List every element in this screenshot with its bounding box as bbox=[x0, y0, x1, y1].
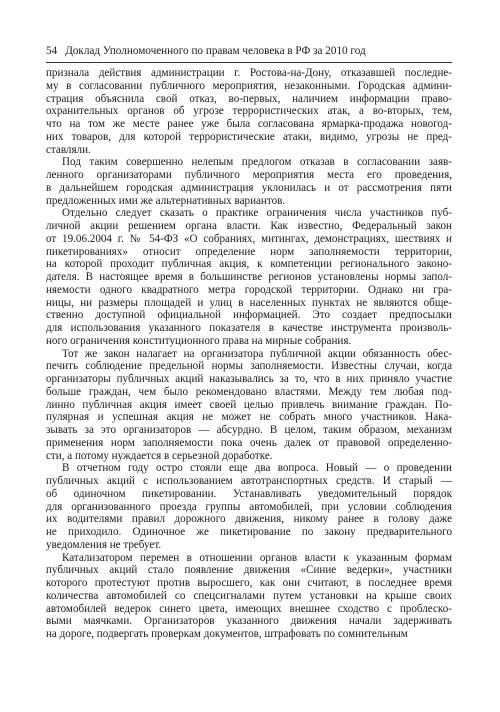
text-line: ленного организаторами публичного мероприятия места его проведения, bbox=[46, 169, 452, 181]
text-line: от 19.06.2004 г. № 54-ФЗ «О собраниях, митингах, демонстрациях, шествиях и bbox=[46, 232, 452, 245]
text-line: В отчетном году остро стояли еще два вопроса. Новый — о проведении bbox=[62, 462, 452, 475]
text-line: выми маячками. Организаторов указанного движения начали задерживать bbox=[46, 615, 452, 628]
text-line: дателя. В настоящее время в большинстве регионов установлены нормы запол- bbox=[46, 271, 452, 283]
running-title: Доклад Уполномоченного по правам человека в РФ за 2010 год bbox=[65, 45, 366, 57]
text-line: личной акции решением органа власти. Как известно, Федеральный закон bbox=[46, 220, 452, 232]
paragraph bbox=[46, 552, 452, 641]
text-line: Отдельно следует сказать о практике ограничения числа участников пуб- bbox=[62, 207, 452, 220]
text-line: уведомления не требует. bbox=[46, 538, 162, 551]
text-line: сти, а потому нуждается в серьезной доработке. bbox=[46, 449, 273, 462]
page-number: 54 bbox=[46, 45, 58, 57]
text-line: применения норм заполняемости пока очень далек от правовой определенно- bbox=[46, 436, 452, 449]
text-line: которого протестуют против выросшего, как они считают, в последнее время bbox=[46, 577, 452, 589]
text-line: пикетированиях» относит определение норм заполняемости территории, bbox=[46, 245, 452, 258]
paragraph bbox=[46, 348, 452, 463]
text-line: Тот же закон налагает на организатора публичной акции обязанность обес- bbox=[62, 347, 452, 360]
text-line: на которой проходит публичная акция, к компетенции регионального законо- bbox=[46, 258, 452, 271]
text-line: Под таким совершенно нелепым предлогом отказав в согласовании заяв- bbox=[62, 156, 452, 169]
paragraph bbox=[46, 67, 452, 156]
header-rule bbox=[46, 62, 452, 63]
text-line: признала действия администрации г. Ростова-на-Дону, отказавшей последне- bbox=[46, 67, 452, 79]
text-line: количества автомобилей со спецсигналами путем установки на крыше своих bbox=[46, 589, 452, 602]
text-line: зывать за это организаторов — абсурдно. В целом, таким образом, механизм bbox=[46, 424, 452, 436]
text-line: ственно доступной официальной информацией. Это создает предпосылки bbox=[46, 309, 452, 322]
text-line: для использования указанного показателя в качестве инструмента произволь- bbox=[46, 322, 452, 334]
paragraph bbox=[46, 207, 452, 347]
text-line: больше граждан, чем было рекомендовано властями. Между тем любая под- bbox=[46, 385, 452, 398]
text-line: страция объяснила свой отказ, во-первых, наличием информации право- bbox=[46, 92, 452, 105]
paragraph bbox=[46, 462, 452, 551]
text-line: них товаров, для которой террористические атаки, видимо, угрозы не пред- bbox=[46, 130, 452, 143]
text-line: линно публичная акция имеет своей целью привлечь внимание граждан. По- bbox=[46, 398, 452, 411]
text-line: ставляли. bbox=[46, 143, 91, 156]
text-line: Катализатором перемен в отношении органов власти к указанным формам bbox=[62, 551, 452, 564]
text-line: му в согласовании публичного мероприятия, незаконными. Городская админи- bbox=[46, 79, 452, 92]
running-header bbox=[46, 44, 452, 58]
text-line: предложенных ими же альтернативных вариантов. bbox=[46, 194, 286, 207]
text-line: публичных акций стало появление движения «Синие ведерки», участники bbox=[46, 564, 452, 577]
text-line: печить соблюдение предельной нормы заполняемости. Известны случаи, когда bbox=[46, 360, 452, 373]
text-line: для организованного проезда группы автомобилей, при условии соблюдения bbox=[46, 500, 452, 513]
text-line: няемости одного квадратного метра городской территории. Однако ни гра- bbox=[46, 283, 452, 296]
text-line: ницы, ни размеры площадей и улиц в населенных пунктах не являются обще- bbox=[46, 296, 452, 309]
text-line: пулярная и успешная акция не может не собрать много участников. Нака- bbox=[46, 411, 452, 424]
text-line: в дальнейшем городская администрация уклонилась и от рассмотрения пяти bbox=[46, 181, 452, 194]
text-line: автомобилей ведерок синего цвета, имеющих внешнее сходство с проблеско- bbox=[46, 602, 452, 615]
text-line: их водителями правил дорожного движения, никому ранее в голову даже bbox=[46, 513, 452, 526]
document-body bbox=[46, 67, 452, 641]
paragraph bbox=[46, 156, 452, 207]
text-line: что на том же месте ранее уже была согласована ярмарка-продажа новогод- bbox=[46, 118, 452, 130]
text-line: публичных акций с использованием автотранспортных средств. И старый — bbox=[46, 475, 452, 487]
text-line: организаторы публичных акций наказывались за то, что в них приняло участие bbox=[46, 373, 452, 385]
text-line: ного ограничения конституционного права на мирные собрания. bbox=[46, 334, 352, 347]
text-line: охранительных органов об угрозе террористических атак, а во-вторых, тем, bbox=[46, 105, 452, 118]
text-line: об одиночном пикетировании. Устанавливать уведомительный порядок bbox=[46, 487, 452, 500]
text-line: на дороге, подвергать проверкам документов, штрафовать по сомнительным bbox=[46, 628, 408, 640]
text-line: не приходило. Одиночное же пикетирование по закону предварительного bbox=[46, 526, 452, 538]
